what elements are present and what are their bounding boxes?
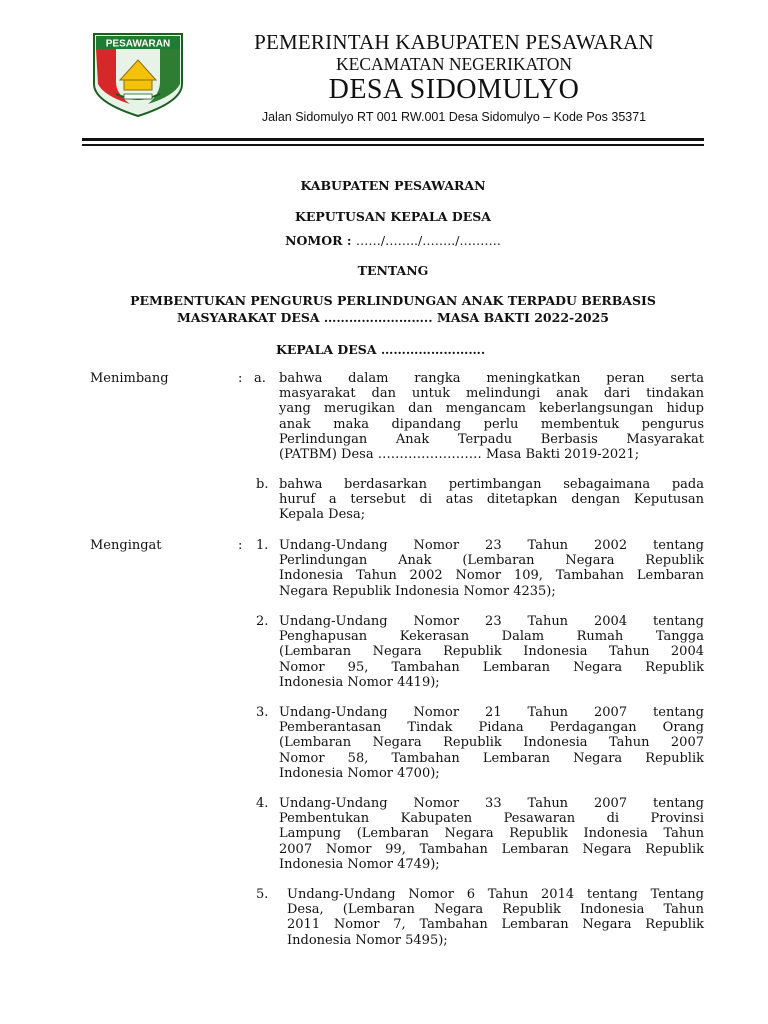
mengingat-item-2 (279, 614, 704, 690)
mengingat-marker-4: 4. (256, 796, 269, 811)
mengingat-marker-2: 2. (256, 614, 269, 629)
mengingat-item-1 (279, 538, 704, 599)
text-line: masyarakat dan untuk melindungi anak dari tindakan (279, 386, 704, 402)
text-line: Indonesia Nomor 5495); (287, 932, 448, 948)
mengingat-item-4 (279, 796, 704, 872)
text-line: Indonesia Tahun 2002 Nomor 109, Tambahan Lembaran (279, 568, 704, 584)
text-line: Kepala Desa; (279, 507, 366, 523)
letterhead-government: PEMERINTAH KABUPATEN PESAWARAN (254, 30, 654, 54)
text-line: Nomor 95, Tambahan Lembaran Negara Republik (279, 659, 704, 675)
text-line: Undang-Undang Nomor 21 Tahun 2007 tentang (279, 705, 704, 720)
menimbang-marker-b: b. (256, 477, 269, 492)
text-line: 2007 Nomor 99, Tambahan Lembaran Negara Republik (279, 841, 704, 857)
text-line: Indonesia Nomor 4419); (279, 674, 440, 690)
heading-nomor (82, 233, 704, 248)
mengingat-marker-5: 5. (256, 887, 269, 902)
heading-tentang: TENTANG (357, 263, 429, 278)
text-line: Undang-Undang Nomor 23 Tahun 2002 tentang (279, 538, 704, 553)
mengingat-item-3 (279, 705, 704, 781)
text-line: (Lembaran Negara Republik Indonesia Tahun 2007 (279, 735, 704, 751)
nomor-label: NOMOR : (285, 233, 352, 248)
heading-kabupaten: KABUPATEN PESAWARAN (300, 178, 486, 193)
heading-keputusan: KEPUTUSAN KEPALA DESA (295, 209, 491, 224)
text-line: Penghapusan Kekerasan Dalam Rumah Tangga (279, 629, 704, 645)
text-line: Indonesia Nomor 4749); (279, 856, 440, 872)
text-line: huruf a tersebut di atas ditetapkan dengan Keputusan (279, 492, 704, 508)
text-line: Desa, (Lembaran Negara Republik Indonesia Tahun (287, 902, 704, 918)
letterhead-rule-thin (82, 144, 704, 146)
menimbang-label: Menimbang (90, 371, 169, 386)
text-line: Pemberantasan Tindak Pidana Perdagangan Orang (279, 720, 704, 736)
text-line: bahwa dalam rangka meningkatkan peran serta (279, 371, 704, 386)
text-line: Perlindungan Anak (Lembaran Negara Republik (279, 553, 704, 569)
text-line: (Lembaran Negara Republik Indonesia Tahun 2004 (279, 644, 704, 660)
mengingat-label: Mengingat (90, 538, 162, 553)
mengingat-marker-3: 3. (256, 705, 269, 720)
mengingat-colon: : (238, 538, 243, 553)
menimbang-marker-a: a. (254, 371, 266, 386)
letterhead-district: KECAMATAN NEGERIKATON (336, 54, 572, 74)
text-line: (PATBM) Desa …………………… Masa Bakti 2019-2021; (279, 447, 640, 463)
text-line: Undang-Undang Nomor 6 Tahun 2014 tentang Tentang (287, 887, 704, 902)
pesawaran-emblem-logo (90, 32, 186, 118)
heading-title-line2: MASYARAKAT DESA …………………….. MASA BAKTI 2022-2025 (176, 310, 609, 325)
text-line: Negara Republik Indonesia Nomor 4235); (279, 583, 556, 599)
text-line: Indonesia Nomor 4700); (279, 765, 440, 781)
text-line: Pembentukan Kabupaten Pesawaran di Provinsi (279, 811, 704, 827)
menimbang-item-b (279, 477, 704, 523)
nomor-value: ……/……../……../………. (355, 233, 501, 248)
text-line: Undang-Undang Nomor 33 Tahun 2007 tentang (279, 796, 704, 811)
letterhead-village: DESA SIDOMULYO (328, 74, 580, 105)
mengingat-item-5 (287, 887, 704, 948)
mengingat-marker-1: 1. (256, 538, 269, 553)
logo-text: PESAWARAN (105, 38, 171, 50)
text-line: 2011 Nomor 7, Tambahan Lembaran Negara Republik (287, 917, 704, 933)
text-line: yang merugikan dan mengancam keberlangsungan hidup (279, 401, 704, 417)
menimbang-colon: : (238, 371, 243, 386)
letterhead-rule-thick (82, 138, 704, 141)
text-line: Undang-Undang Nomor 23 Tahun 2004 tentang (279, 614, 704, 629)
letterhead-address: Jalan Sidomulyo RT 001 RW.001 Desa Sidomulyo – Kode Pos 35371 (261, 110, 647, 124)
text-line: anak maka dipandang perlu membentuk pengurus (279, 416, 704, 432)
text-line: Perlindungan Anak Terpadu Berbasis Masyarakat (279, 431, 704, 447)
text-line: bahwa berdasarkan pertimbangan sebagaimana pada (279, 477, 704, 492)
menimbang-item-a (279, 371, 704, 462)
heading-kepala-desa: KEPALA DESA ……………………. (276, 342, 486, 357)
text-line: Nomor 58, Tambahan Lembaran Negara Republik (279, 750, 704, 766)
text-line: Lampung (Lembaran Negara Republik Indonesia Tahun (279, 826, 704, 842)
heading-title-line1: PEMBENTUKAN PENGURUS PERLINDUNGAN ANAK TERPADU BERBASIS (130, 293, 656, 308)
